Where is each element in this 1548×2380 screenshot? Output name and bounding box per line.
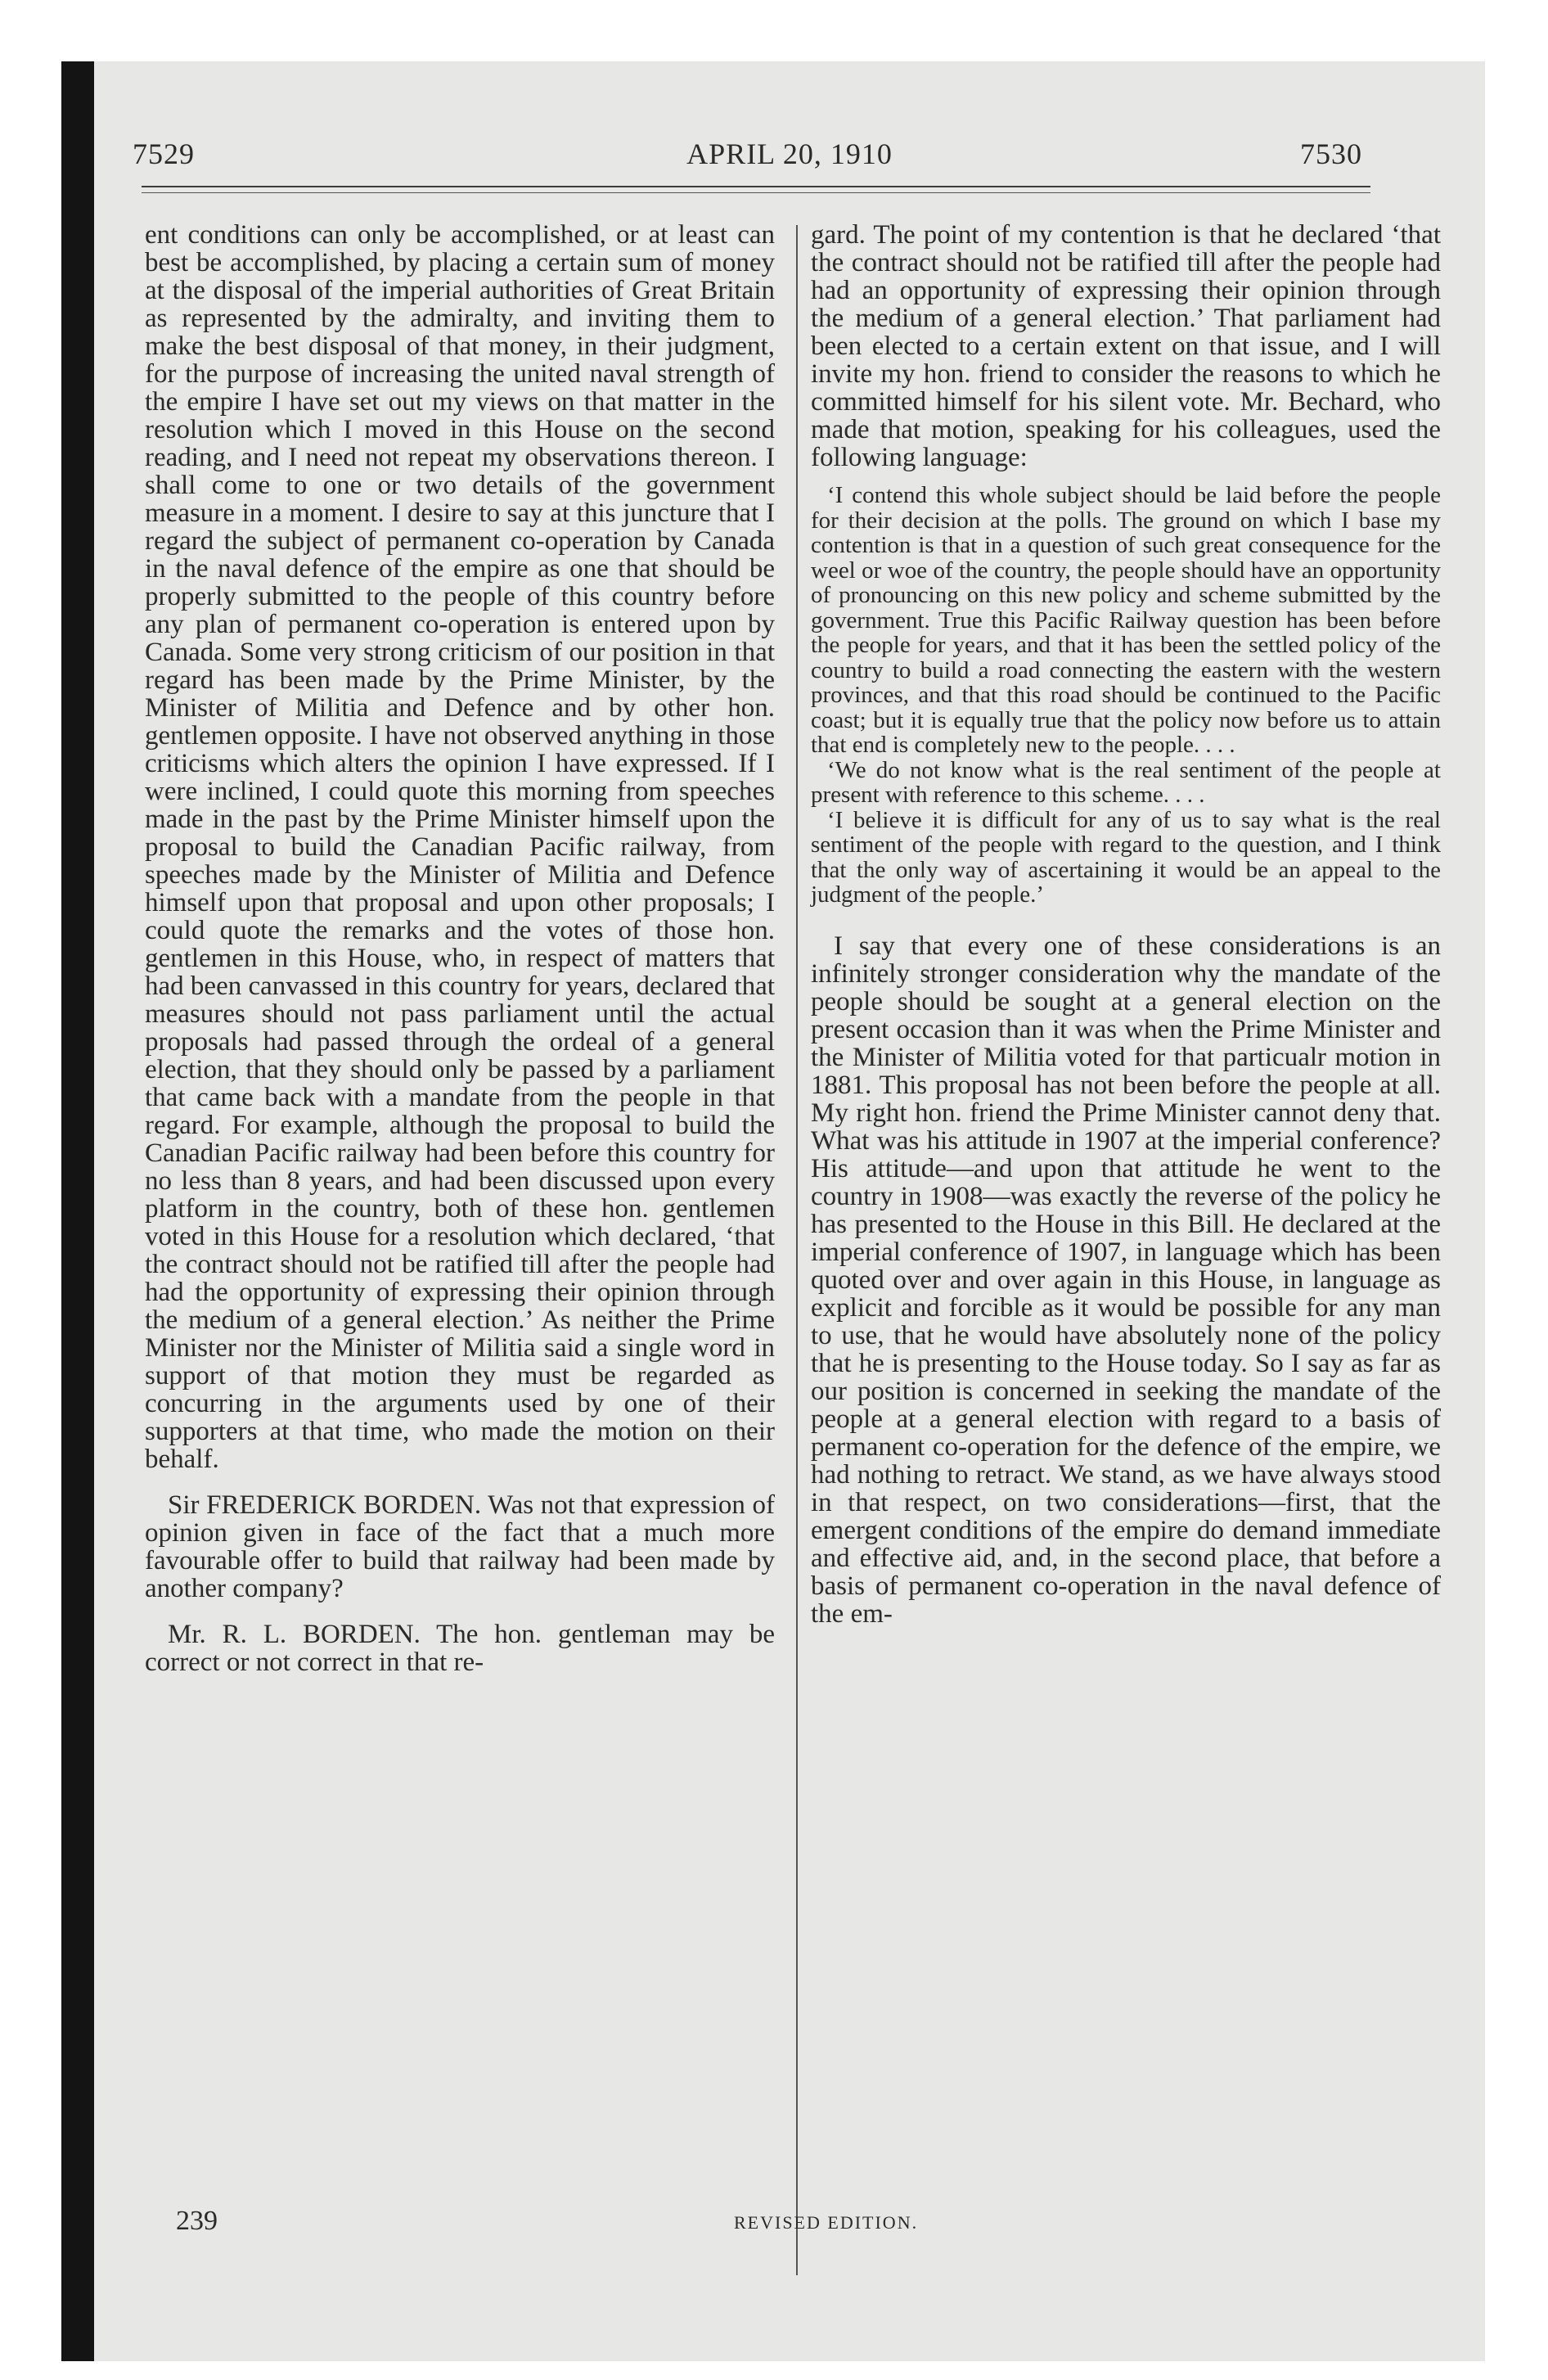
header-rule [142,186,1370,187]
quote-paragraph: ‘I believe it is difficult for any of us to say what is the real sentiment of the people with regard to the question, and I think that the only way of ascertaining it would be an appeal to the judgment of the people.’ [811,806,1441,908]
speech-continuation: gard. The point of my contention is that he declared ‘that the contract should not be ratified till after the people had had an opportunity of expressing their opinion through the medium of a general election.’ That parliament had been elected to a certain extent on that issue, and I will invite my hon. friend to consider the reasons to which he committed himself for his silent vote. Mr. Bechard, who made that motion, speaking for his colleagues, used the following language: [811,220,1441,472]
left-page-number: 7529 [133,137,195,170]
right-column [811,221,1441,1628]
quote-paragraph: ‘We do not know what is the real sentiment of the people at present with reference to this scheme. . . . [811,756,1441,808]
right-page-number: 7530 [1300,137,1362,170]
edition-note: REVISED EDITION. [734,2212,919,2233]
column-divider [796,225,798,2275]
page-date: APRIL 20, 1910 [686,137,893,170]
speech-paragraph: I say that every one of these considerations is an infinitely stronger consideration why the mandate of the people should be sought at a general election on the present occasion than it was when the Prime Minister and the Minister of Militia voted for that particualr motion in 1881. This proposal has not been before the people at all. My right hon. friend the Prime Minister cannot deny that. What was his attitude in 1907 at the imperial conference? His attitude—and upon that attitude he went to the country in 1908—was exactly the reverse of the policy he has presented to the House in this Bill. He declared at the imperial conference of 1907, in language which has been quoted over and over again in this House, in language as explicit and forcible as it would be possible for any man to use, that he would have absolutely none of the policy that he is presenting to the House today. So I say as far as our position is concerned in seeking the mandate of the people at a general election with regard to a basis of permanent co-operation for the defence of the empire, we had nothing to retract. We stand, as we have always stood in that respect, on two considerations—first, that the emergent conditions of the empire do demand immediate and effective aid, and, in the second place, that before a basis of permanent co-operation in the naval defence of the em- [811,931,1441,1629]
header-rule-thin [142,192,1370,193]
left-column [145,221,775,1676]
speech-rl-borden: Mr. R. L. BORDEN. The hon. gentleman may be correct or not correct in that re- [145,1620,775,1677]
hansard-page [94,61,1485,2361]
binding-edge [61,61,94,2361]
speech-paragraph: ent conditions can only be accomplished, or at least can best be accomplished, by placing a certain sum of money at the disposal of the imperial authorities of Great Britain as represented by the admiralty, and inviting them to make the best disposal of that money, in their judgment, for the purpose of increasing the united naval strength of the empire I have set out my views on that matter in the resolution which I moved in this House on the second reading, and I need not repeat my observations thereon. I shall come to one or two details of the government measure in a moment. I desire to say at this juncture that I regard the subject of permanent co-operation by Canada in the naval defence of the empire as one that should be properly submitted to the people of this country before any plan of permanent co-operation is entered upon by Canada. Some very strong criticism of our position in that regard has been made by the Prime Minister, by the Minister of Militia and Defence and by other hon. gentlemen opposite. I have not observed anything in those criticisms which alters the opinion I have expressed. If I were inclined, I could quote this morning from speeches made in the past by the Prime Minister himself upon the proposal to build the Canadian Pacific railway, from speeches made by the Minister of Militia and Defence himself upon that proposal and upon other proposals; I could quote the remarks and the votes of those hon. gentlemen in this House, who, in respect of matters that had been canvassed in this country for years, declared that measures should not pass parliament until the actual proposals had passed through the ordeal of a general election, that they should only be passed by a parliament that came back with a mandate from the people in that regard. For example, although the proposal to build the Canadian Pacific railway had been before this country for no less than 8 years, and had been discussed upon every platform in the country, both of these hon. gentlemen voted in this House for a resolution which declared, ‘that the contract should not be ratified till after the people had had the opportunity of expressing their opinion through the medium of a general election.’ As neither the Prime Minister nor the Minister of Militia said a single word in support of that motion they must be regarded as concurring in the arguments used by one of their supporters at that time, who made the motion on their behalf. [145,220,775,1474]
speech-frederick-borden: Sir FREDERICK BORDEN. Was not that expression of opinion given in face of the fact that a much more favourable offer to build that railway had been made by another company? [145,1490,775,1603]
signature-number: 239 [176,2206,218,2236]
scanned-page [61,61,1485,2361]
quote-paragraph: ‘I contend this whole subject should be laid before the people for their decision at the polls. The ground on which I base my contention is that in a question of such great consequence for the weel or woe of the country, the people should have an opportunity of pronouncing on this new policy and scheme submitted by the government. True this Pacific Railway question has been before the people for years, and that it has been the settled policy of the country to build a road connecting the eastern with the western provinces, and that this road should be continued to the Pacific coast; but it is equally true that the policy now before us to attain that end is completely new to the people. . . . [811,482,1441,758]
